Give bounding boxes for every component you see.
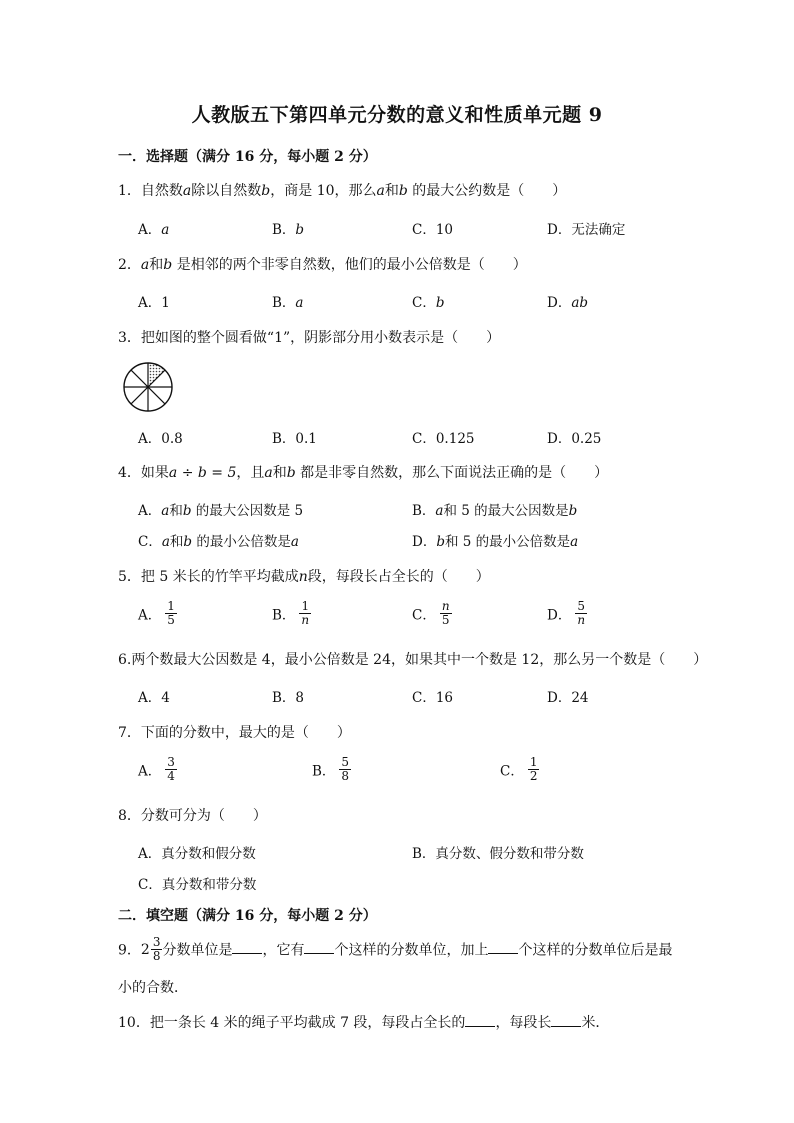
- q8-option-a[interactable]: A．真分数和假分数: [138, 846, 256, 862]
- q1-var: b: [261, 183, 271, 199]
- q2-option-c[interactable]: C．b: [412, 295, 445, 311]
- q1-text: 的最大公约数是（ ）: [407, 183, 567, 199]
- question-3: 3．把如图的整个圆看做“1”，阴影部分用小数表示是（ ）: [118, 330, 501, 346]
- q8-option-c[interactable]: C．真分数和带分数: [138, 877, 257, 893]
- q4-option-d[interactable]: D．b和 5 的最小公倍数是a: [412, 534, 579, 550]
- q1-text: 除以自然数: [191, 183, 262, 199]
- question-2: 2．a和b 是相邻的两个非零自然数，他们的最小公倍数是（ ）: [118, 257, 527, 273]
- question-7: 7．下面的分数中，最大的是（ ）: [118, 725, 351, 741]
- q5-option-c[interactable]: C． $\frac{n}{5}$: [412, 599, 450, 627]
- q1-var: b: [398, 183, 408, 199]
- q1-var: a: [376, 183, 385, 199]
- q6-option-d[interactable]: D．24: [547, 690, 589, 706]
- q1-option-d[interactable]: D．无法确定: [547, 222, 626, 238]
- question-9-continued: 小的合数．: [118, 980, 188, 996]
- question-4: 4．如果a ÷ b = 5，且a和b 都是非零自然数，那么下面说法正确的是（ ）: [118, 465, 609, 481]
- q7-option-a[interactable]: A． $\frac{3}{4}$: [138, 755, 175, 783]
- q5-option-a[interactable]: A． $\frac{1}{5}$: [138, 599, 175, 627]
- question-9: 9． 2 $\frac{3}{8}$ 分数单位是 ，它有 个这样的分数单位，加上 个这样的分数单位后是最: [118, 935, 673, 963]
- q9-blank-2[interactable]: [304, 941, 334, 954]
- q3-option-d[interactable]: D．0.25: [547, 431, 602, 447]
- q9-blank-3[interactable]: [488, 941, 518, 954]
- q1-text: 1．自然数: [118, 183, 183, 199]
- q1-text: 和: [384, 183, 399, 199]
- q6-option-b[interactable]: B．8: [272, 690, 305, 706]
- q6-option-c[interactable]: C．16: [412, 690, 454, 706]
- q8-option-b[interactable]: B．真分数、假分数和带分数: [412, 846, 584, 862]
- q10-blank-1[interactable]: [465, 1014, 495, 1027]
- question-6: 6.两个数最大公因数是 4，最小公倍数是 24，如果其中一个数是 12，那么另一个数是（ ）: [118, 652, 708, 668]
- q4-option-a[interactable]: A．a和b 的最大公因数是 5: [138, 503, 304, 519]
- page-title: 人教版五下第四单元分数的意义和性质单元题 9: [191, 104, 603, 126]
- q9-whole: 2: [140, 941, 150, 958]
- section-fill-header: 二．填空题（满分 16 分，每小题 2 分）: [118, 908, 377, 924]
- question-1: [118, 180, 566, 200]
- q1-text: ，商是 10，那么: [270, 183, 377, 199]
- q7-option-c[interactable]: C． $\frac{1}{2}$: [500, 755, 538, 783]
- shaded-sector: [148, 363, 165, 387]
- q1-var: a: [182, 183, 192, 199]
- q3-option-a[interactable]: A．0.8: [138, 431, 183, 447]
- q1-option-a[interactable]: A．a: [138, 222, 170, 238]
- q3-option-b[interactable]: B．0.1: [272, 431, 317, 447]
- q2-option-a[interactable]: A．1: [138, 295, 170, 311]
- q3-option-c[interactable]: C．0.125: [412, 431, 475, 447]
- question-8: 8．分数可分为（ ）: [118, 808, 267, 824]
- circle-figure: [122, 361, 174, 413]
- section-choice-header: 一．选择题（满分 16 分，每小题 2 分）: [118, 149, 377, 165]
- q5-option-b[interactable]: B． $\frac{1}{n}$: [272, 599, 310, 627]
- q7-option-b[interactable]: B． $\frac{5}{8}$: [312, 755, 350, 783]
- question-10: 10．把一条长 4 米的绳子平均截成 7 段，每段占全长的 ，每段长 米．: [118, 1015, 610, 1031]
- q1-option-b[interactable]: B．b: [272, 222, 305, 238]
- q10-blank-2[interactable]: [551, 1014, 581, 1027]
- q2-option-b[interactable]: B．a: [272, 295, 304, 311]
- q5-option-d[interactable]: D． $\frac{5}{n}$: [547, 599, 586, 627]
- q9-blank-1[interactable]: [232, 941, 262, 954]
- question-5: 5．把 5 米长的竹竿平均截成n段，每段长占全长的（ ）: [118, 569, 490, 585]
- q6-option-a[interactable]: A．4: [138, 690, 170, 706]
- q1-option-c[interactable]: C．10: [412, 222, 454, 238]
- q4-option-c[interactable]: C．a和b 的最小公倍数是a: [138, 534, 299, 550]
- q4-option-b[interactable]: B．a和 5 的最大公因数是b: [412, 503, 578, 519]
- q2-option-d[interactable]: D．ab: [547, 295, 589, 311]
